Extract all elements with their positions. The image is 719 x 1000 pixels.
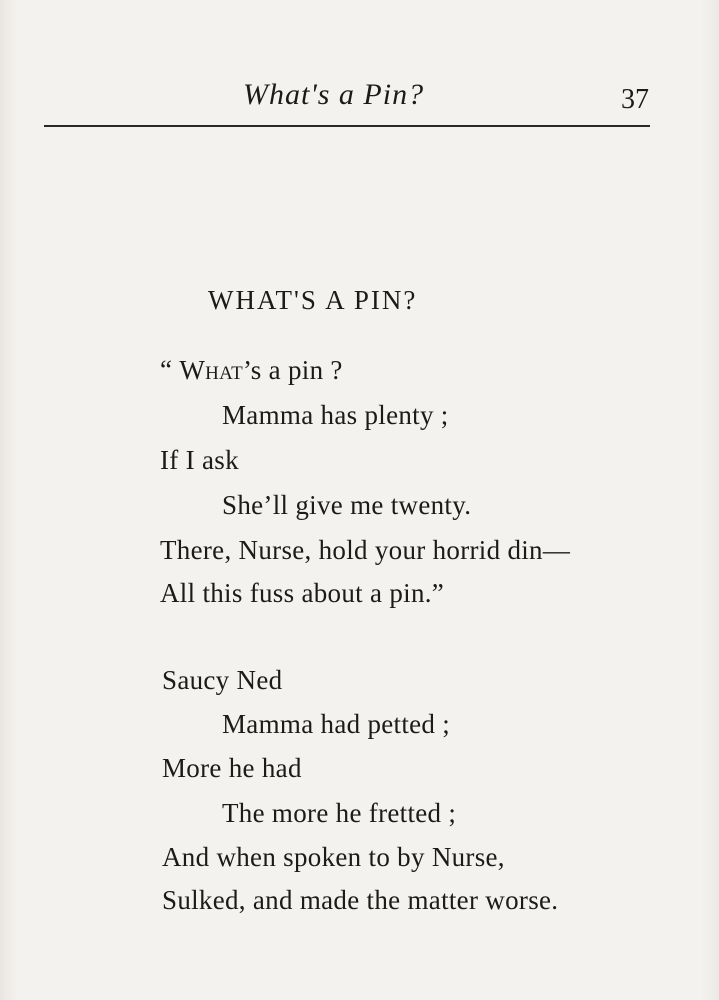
poem-line: If I ask bbox=[160, 445, 239, 475]
poem-line: Mamma had petted ; bbox=[222, 709, 451, 739]
poem-line: All this fuss about a pin.” bbox=[160, 578, 445, 608]
poem-line bbox=[160, 355, 343, 386]
poem-line: Saucy Ned bbox=[162, 665, 283, 695]
running-title: What's a Pin? bbox=[243, 78, 425, 111]
page-number: 37 bbox=[621, 84, 649, 115]
poem-title: WHAT'S A PIN? bbox=[208, 285, 418, 315]
header-rule bbox=[44, 125, 650, 127]
poem-line: And when spoken to by Nurse, bbox=[162, 842, 505, 872]
opening-quote: “ bbox=[160, 355, 180, 385]
poem-line: More he had bbox=[162, 753, 302, 783]
smallcaps-word: What bbox=[179, 355, 243, 385]
line-rest: ’s a pin ? bbox=[242, 355, 343, 385]
poem-line: The more he fretted ; bbox=[222, 798, 457, 828]
running-head bbox=[0, 78, 719, 118]
poem-line: Mamma has plenty ; bbox=[222, 400, 449, 430]
poem-line: Sulked, and made the matter worse. bbox=[162, 885, 559, 915]
poem-line: There, Nurse, hold your horrid din— bbox=[160, 535, 571, 565]
poem-line: She’ll give me twenty. bbox=[222, 490, 472, 520]
